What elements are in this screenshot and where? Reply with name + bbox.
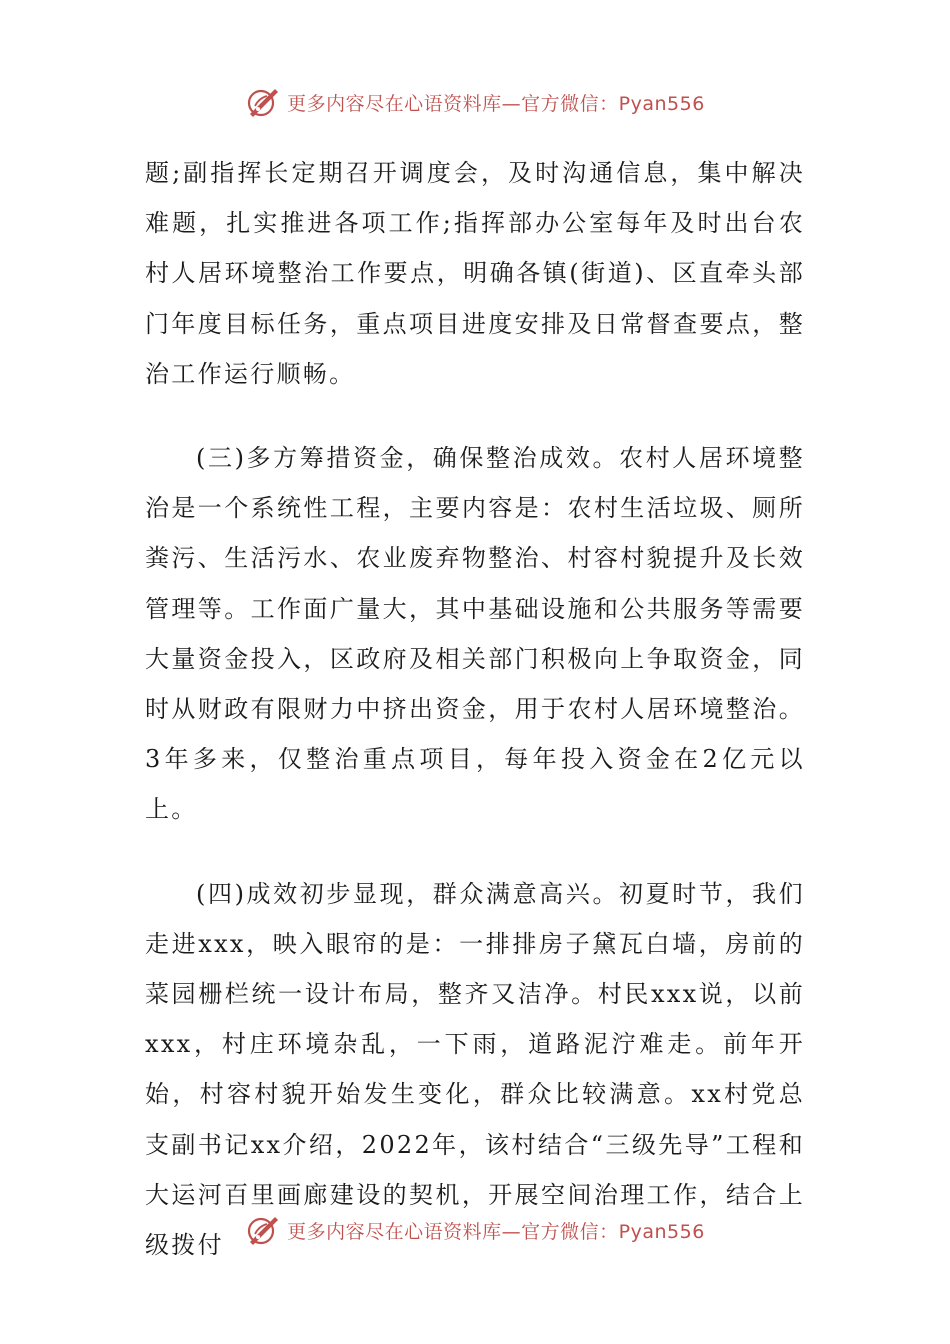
footer-banner xyxy=(0,1210,950,1250)
document-body xyxy=(145,148,805,1270)
pen-logo-icon xyxy=(245,84,281,120)
paragraph-results: (四)成效初步显现，群众满意高兴。初夏时节，我们走进xxx，映入眼帘的是：一排排房子黛瓦白墙，房前的菜园栅栏统一设计布局，整齐又洁净。村民xxx说，以前xxx，村庄环境杂乱，一下雨，道路泥泞难走。前年开始，村容村貌开始发生变化，群众比较满意。xx村党总支副书记xx介绍，2022年，该村结合“三级先导”工程和大运河百里画廊建设的契机，开展空间治理工作，结合上级拨付 xyxy=(145,879,805,1260)
pen-logo-icon xyxy=(245,1212,281,1248)
header-banner xyxy=(0,82,950,122)
header-banner-text: 更多内容尽在心语资料库—官方微信：Pyan556 xyxy=(287,92,705,115)
paragraph-funding: (三)多方筹措资金，确保整治成效。农村人居环境整治是一个系统性工程，主要内容是：农村生活垃圾、厕所粪污、生活污水、农业废弃物整治、村容村貌提升及长效管理等。工作面广量大，其中基础设施和公共服务等需要大量资金投入，区政府及相关部门积极向上争取资金，同时从财政有限财力中挤出资金，用于农村人居环境整治。3年多来，仅整治重点项目，每年投入资金在2亿元以上。 xyxy=(145,444,805,824)
footer-banner-text: 更多内容尽在心语资料库—官方微信：Pyan556 xyxy=(287,1220,705,1243)
paragraph-continuation: 题;副指挥长定期召开调度会，及时沟通信息，集中解决难题，扎实推进各项工作;指挥部办公室每年及时出台农村人居环境整治工作要点，明确各镇(街道)、区直牵头部门年度目标任务，重点项目进度安排及日常督查要点，整治工作运行顺畅。 xyxy=(145,159,805,388)
